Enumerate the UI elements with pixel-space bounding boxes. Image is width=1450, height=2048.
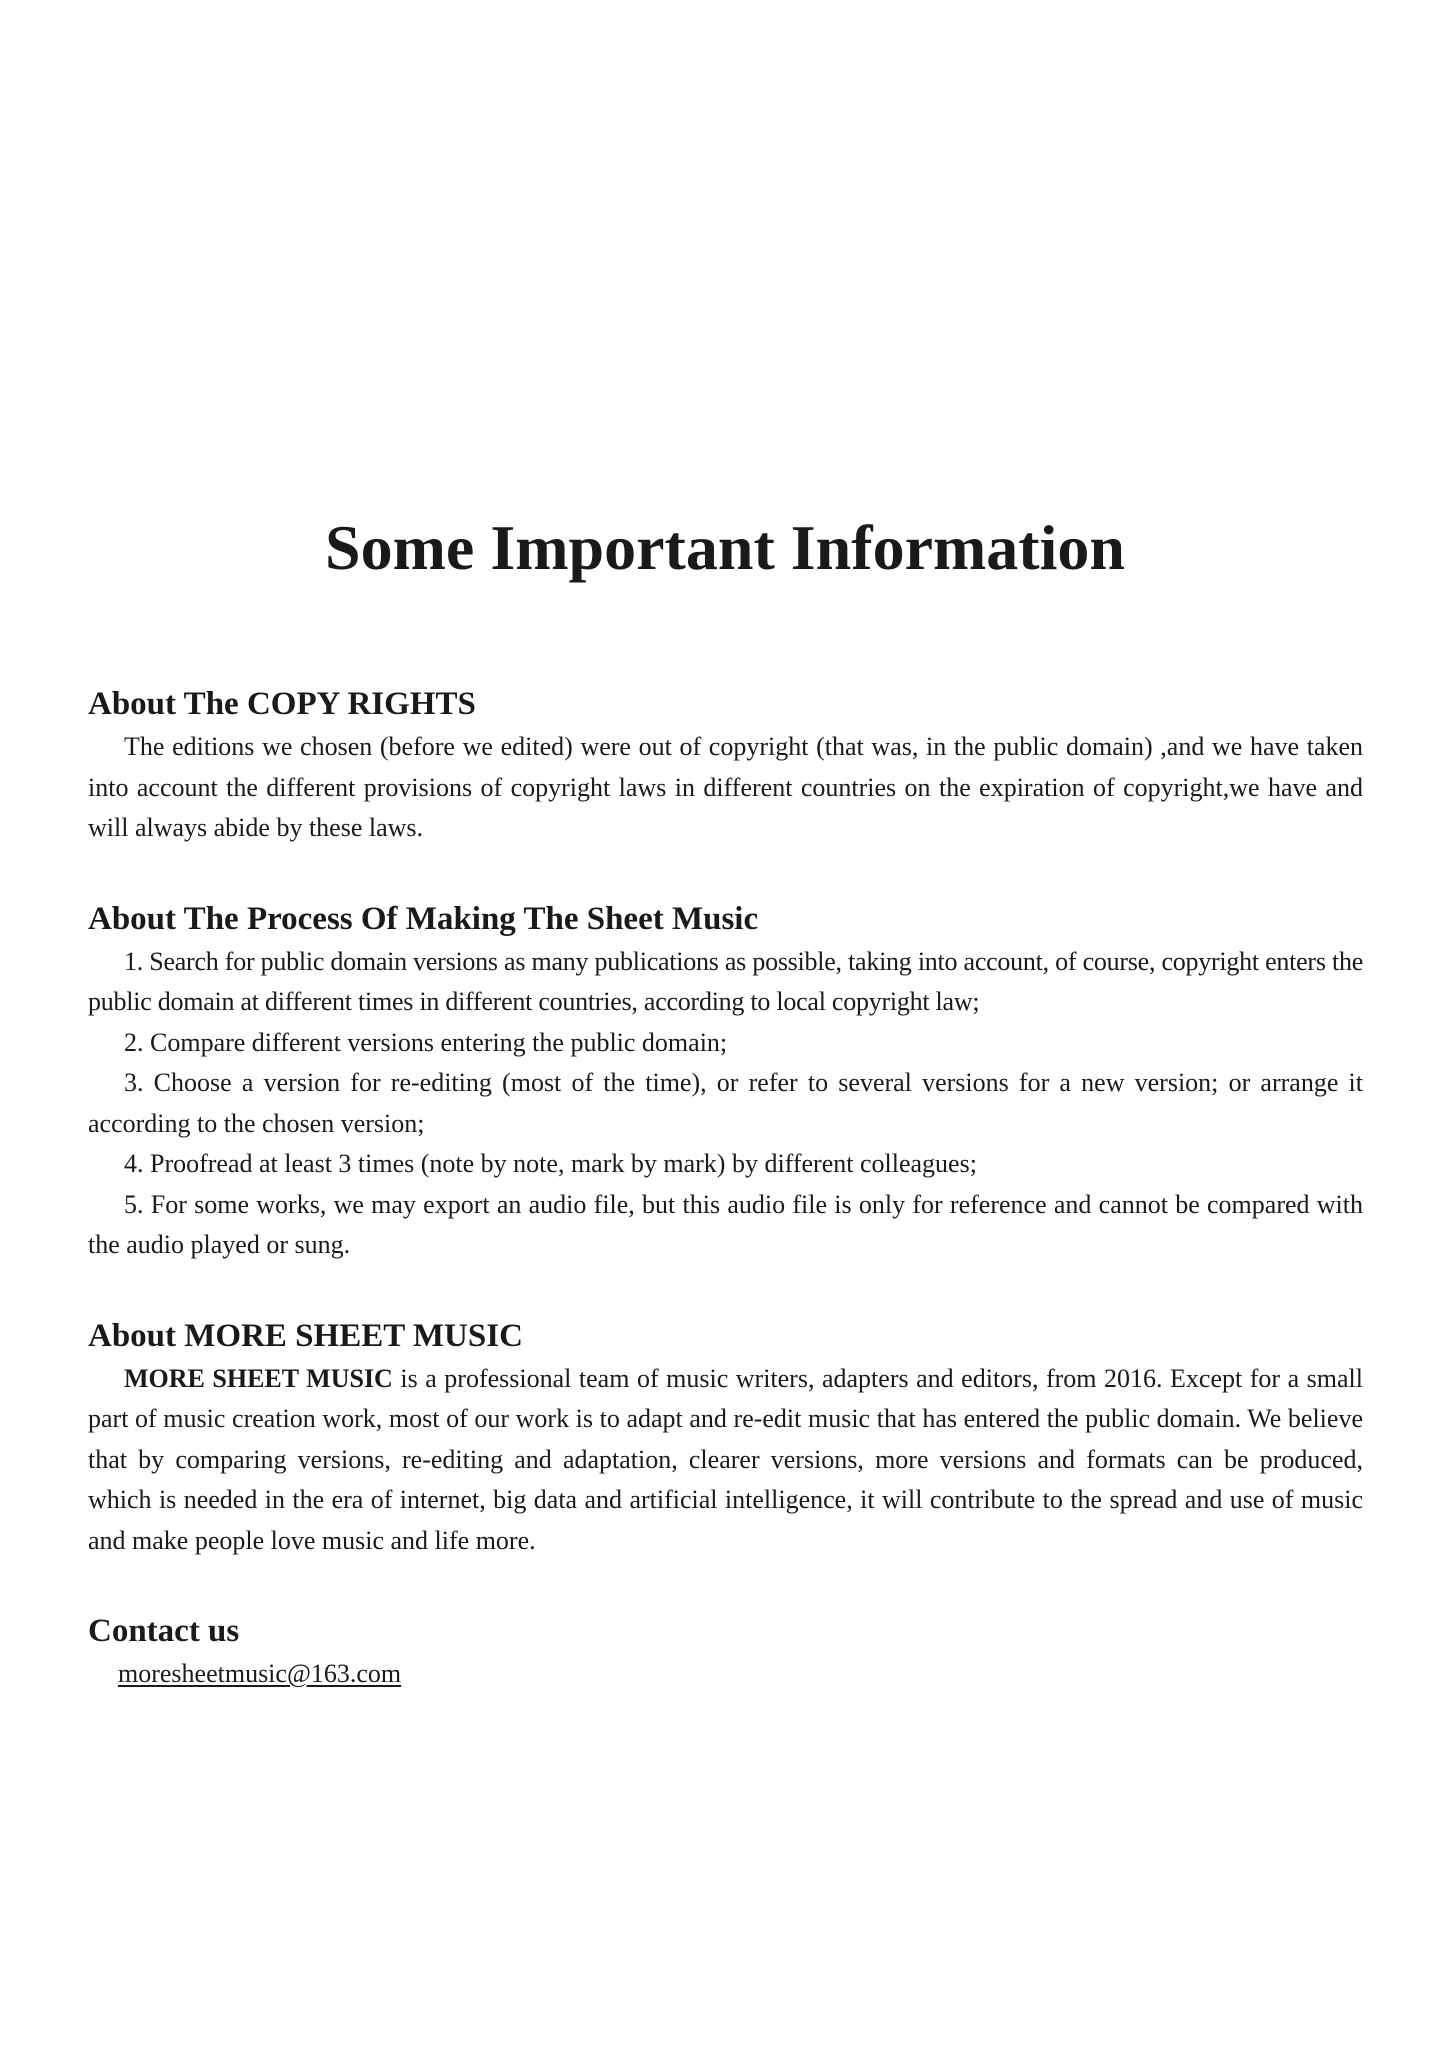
copyrights-heading: About The COPY RIGHTS (88, 686, 476, 722)
process-step: 3. Choose a version for re-editing (most of the time), or refer to several versions for a new version; or arrange it according to the chosen version; (88, 1068, 1363, 1138)
about-section (88, 1314, 1363, 1562)
process-section (88, 897, 1363, 1266)
contact-heading: Contact us (88, 1613, 240, 1649)
document-body (88, 682, 1363, 1743)
brand-name: MORE SHEET MUSIC (124, 1363, 393, 1393)
page-title: Some Important Information (325, 512, 1125, 583)
process-step: 5. For some works, we may export an audio file, but this audio file is only for reference and cannot be compared with the audio played or sung. (88, 1189, 1363, 1259)
contact-section (88, 1609, 1363, 1695)
contact-email-link[interactable]: moresheetmusic@163.com (118, 1659, 402, 1688)
copyrights-section (88, 682, 1363, 849)
process-heading: About The Process Of Making The Sheet Music (88, 900, 759, 937)
about-paragraph (88, 1359, 1363, 1562)
process-step: 4. Proofread at least 3 times (note by note, mark by mark) by different colleagues; (124, 1149, 977, 1178)
copyrights-paragraph: The editions we chosen (before we edited) were out of copyright (that was, in the public domain) ,and we have taken into account the different provisions of copyright laws in different countries on the expiration of copyright,we have and will always abide by these laws. (88, 732, 1363, 842)
about-text: is a professional team of music writers, adapters and editors, from 2016. Except for a small part of music creation work, most of our work is to adapt and re-edit music that has entered the public domain. We believe that by comparing versions, re-editing and adaptation, clearer versions, more versions and formats can be produced, which is needed in the era of internet, big data and artificial intelligence, it will contribute to the spread and use of music and make people love music and life more. (88, 1363, 1363, 1555)
process-step: 2. Compare different versions entering the public domain; (124, 1027, 728, 1057)
process-step: 1. Search for public domain versions as many publications as possible, taking into account, of course, copyright enters the public domain at different times in different countries, according to local copyright law; (88, 946, 1363, 1016)
about-heading: About MORE SHEET MUSIC (88, 1317, 523, 1354)
